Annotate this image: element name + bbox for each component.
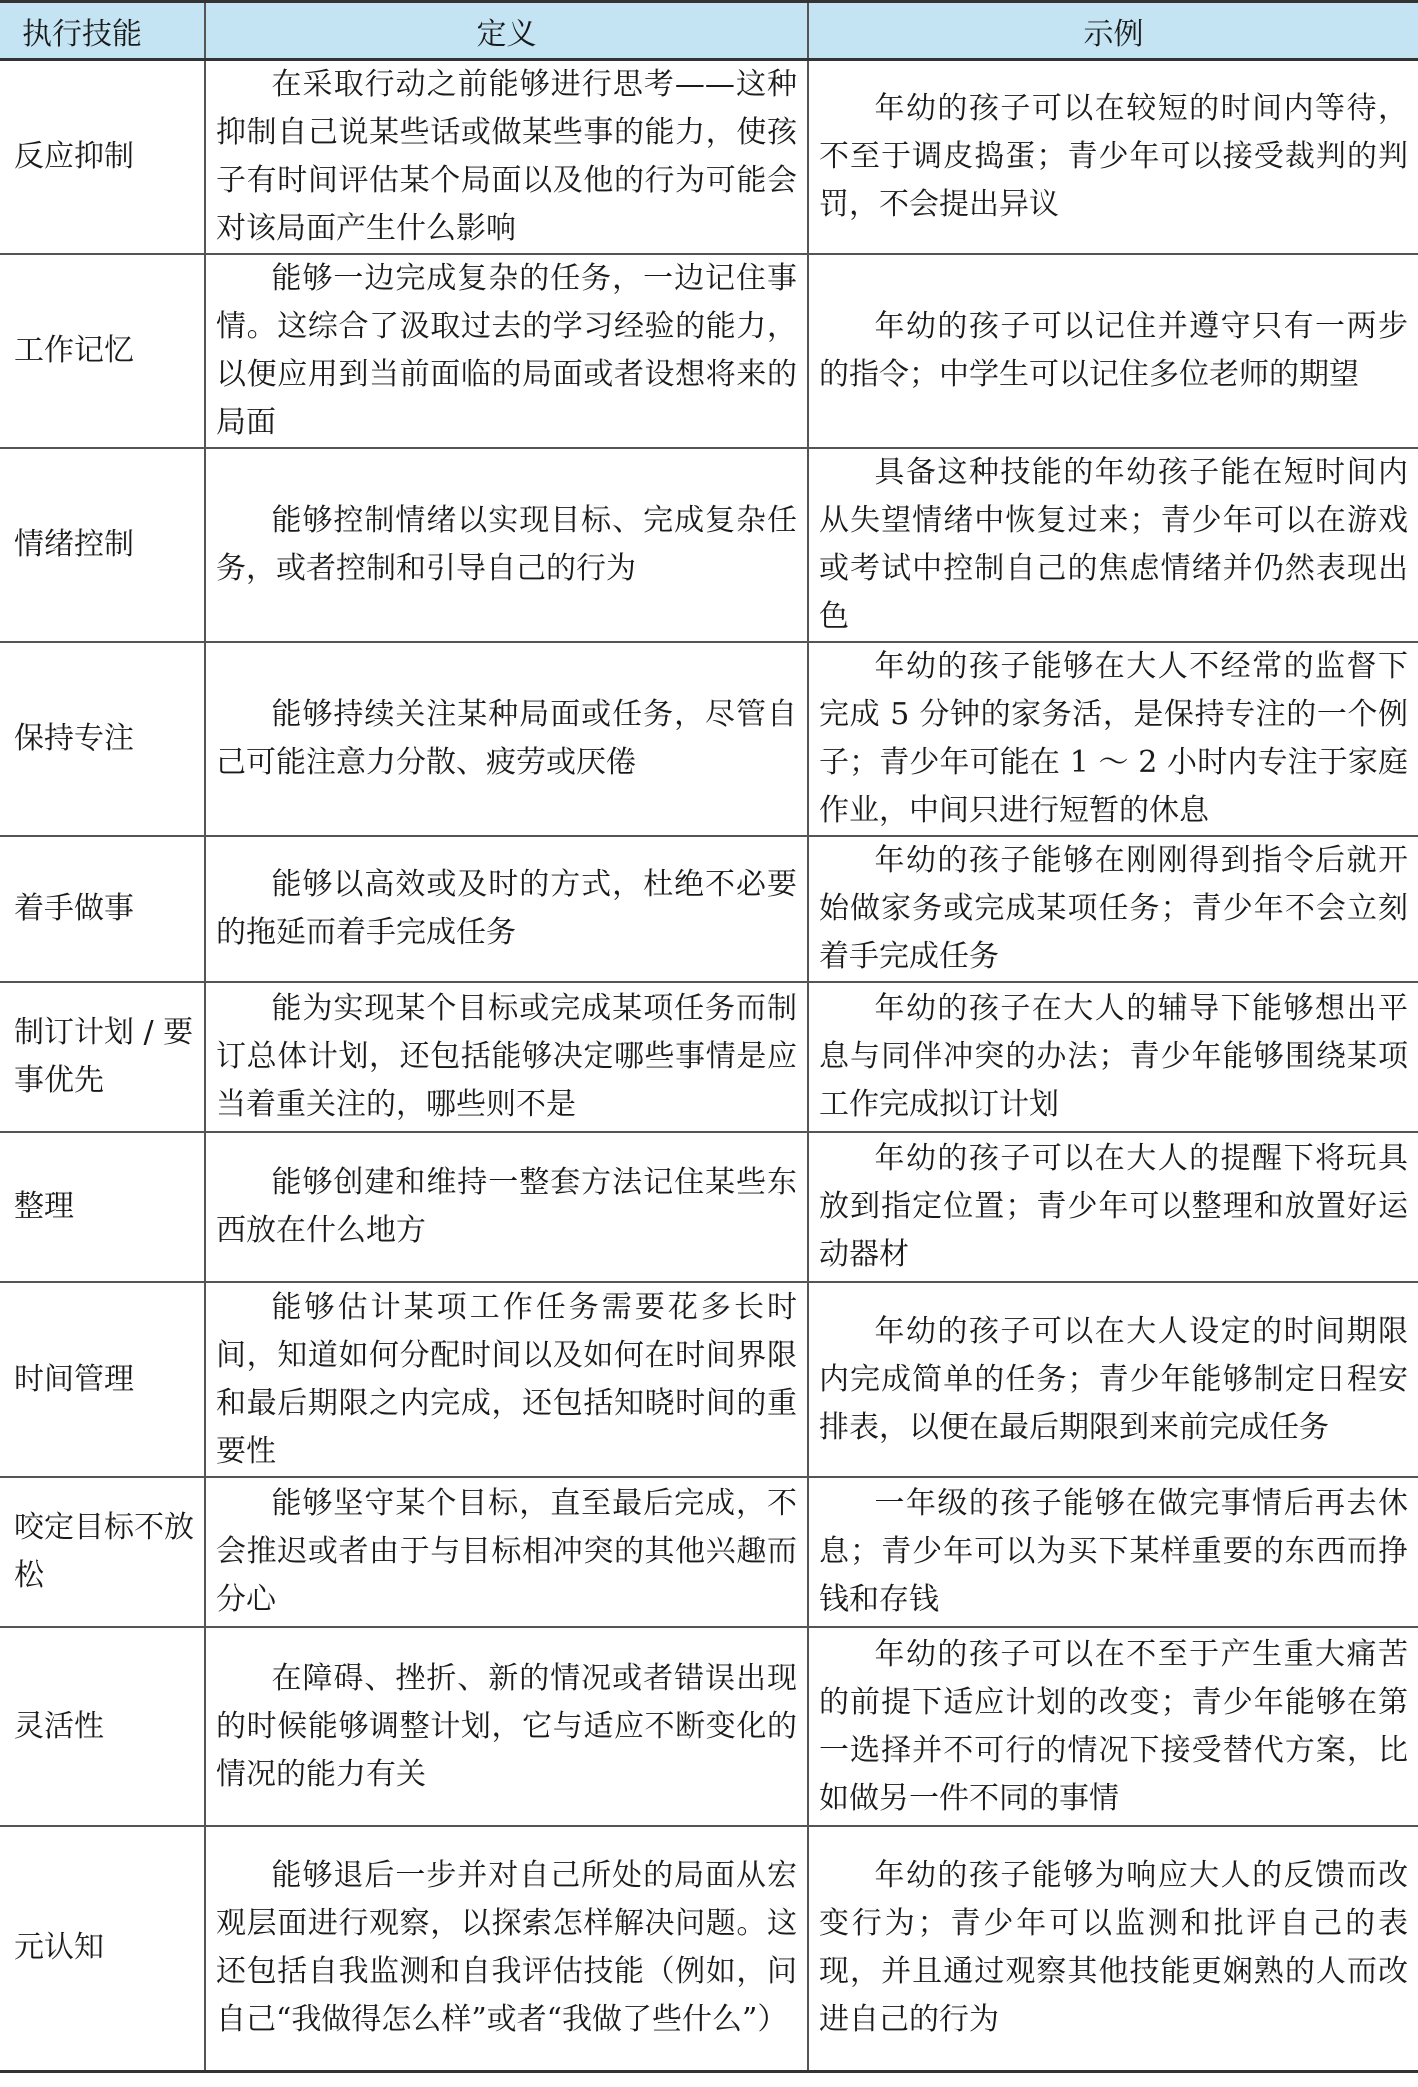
example-text: 年幼的孩子可以在大人设定的时间期限内完成简单的任务；青少年能够制定日程安排表，以便在最后期限到来前完成任务 xyxy=(819,1313,1408,1445)
example-text: 年幼的孩子在大人的辅导下能够想出平息与同伴冲突的办法；青少年能够围绕某项工作完成拟订计划 xyxy=(819,991,1408,1122)
skill-cell: 保持专注 xyxy=(0,642,205,836)
definition-cell xyxy=(205,60,808,255)
example-text: 年幼的孩子可以记住并遵守只有一两步的指令；中学生可以记住多位老师的期望 xyxy=(819,309,1408,392)
example-text: 年幼的孩子能够在刚刚得到指令后就开始做家务或完成某项任务；青少年不会立刻着手完成任务 xyxy=(819,843,1408,974)
example-cell xyxy=(808,254,1418,448)
header-skill: 执行技能 xyxy=(0,2,205,60)
example-text: 年幼的孩子能够为响应大人的反馈而改变行为；青少年可以监测和批评自己的表现，并且通过观察其他技能更娴熟的人而改进自己的行为 xyxy=(819,1858,1408,2038)
definition-text: 能够以高效或及时的方式，杜绝不必要的拖延而着手完成任务 xyxy=(216,867,797,950)
skill-cell: 灵活性 xyxy=(0,1627,205,1826)
definition-cell xyxy=(205,1826,808,2071)
definition-text: 能够坚守某个目标，直至最后完成，不会推迟或者由于与目标相冲突的其他兴趣而分心 xyxy=(216,1486,797,1617)
skill-cell: 制订计划 / 要事优先 xyxy=(0,982,205,1132)
definition-cell xyxy=(205,836,808,982)
header-example: 示例 xyxy=(808,2,1418,60)
table-row xyxy=(0,1826,1418,2071)
example-cell xyxy=(808,836,1418,982)
example-cell xyxy=(808,448,1418,642)
definition-cell xyxy=(205,982,808,1132)
definition-cell xyxy=(205,448,808,642)
definition-text: 能够持续关注某种局面或任务，尽管自己可能注意力分散、疲劳或厌倦 xyxy=(216,697,797,780)
table-row xyxy=(0,254,1418,448)
table-row xyxy=(0,1282,1418,1477)
table-row xyxy=(0,982,1418,1132)
table-row xyxy=(0,1132,1418,1282)
definition-cell xyxy=(205,642,808,836)
example-text: 年幼的孩子可以在较短的时间内等待，不至于调皮捣蛋；青少年可以接受裁判的判罚，不会提出异议 xyxy=(819,91,1408,222)
definition-cell xyxy=(205,254,808,448)
example-text: 年幼的孩子能够在大人不经常的监督下完成 5 分钟的家务活，是保持专注的一个例子；青少年可能在 1 ～ 2 小时内专注于家庭作业，中间只进行短暂的休息 xyxy=(819,649,1408,828)
skill-cell: 整理 xyxy=(0,1132,205,1282)
example-cell xyxy=(808,1826,1418,2071)
skill-cell: 工作记忆 xyxy=(0,254,205,448)
skill-cell: 时间管理 xyxy=(0,1282,205,1477)
example-text: 一年级的孩子能够在做完事情后再去休息；青少年可以为买下某样重要的东西而挣钱和存钱 xyxy=(819,1486,1408,1617)
skill-cell: 元认知 xyxy=(0,1826,205,2071)
definition-cell xyxy=(205,1132,808,1282)
skill-cell: 着手做事 xyxy=(0,836,205,982)
table-header xyxy=(0,2,1418,60)
definition-text: 能够控制情绪以实现目标、完成复杂任务，或者控制和引导自己的行为 xyxy=(216,503,797,586)
table-body xyxy=(0,60,1418,2072)
definition-text: 能够估计某项工作任务需要花多长时间，知道如何分配时间以及如何在时间界限和最后期限之内完成，还包括知晓时间的重要性 xyxy=(216,1289,797,1469)
example-cell xyxy=(808,1477,1418,1627)
example-cell xyxy=(808,60,1418,255)
definition-text: 能够创建和维持一整套方法记住某些东西放在什么地方 xyxy=(216,1165,797,1248)
skill-cell: 情绪控制 xyxy=(0,448,205,642)
example-cell xyxy=(808,1282,1418,1477)
skill-cell: 咬定目标不放松 xyxy=(0,1477,205,1627)
example-text: 年幼的孩子可以在不至于产生重大痛苦的前提下适应计划的改变；青少年能够在第一选择并不可行的情况下接受替代方案，比如做另一件不同的事情 xyxy=(819,1636,1408,1816)
table-row xyxy=(0,836,1418,982)
table-row xyxy=(0,448,1418,642)
header-row xyxy=(0,2,1418,60)
example-cell xyxy=(808,642,1418,836)
definition-text: 能为实现某个目标或完成某项任务而制订总体计划，还包括能够决定哪些事情是应当着重关注的，哪些则不是 xyxy=(216,991,797,1122)
skill-cell: 反应抑制 xyxy=(0,60,205,255)
example-cell xyxy=(808,1627,1418,1826)
example-text: 年幼的孩子可以在大人的提醒下将玩具放到指定位置；青少年可以整理和放置好运动器材 xyxy=(819,1141,1408,1272)
definition-text: 在障碍、挫折、新的情况或者错误出现的时候能够调整计划，它与适应不断变化的情况的能力有关 xyxy=(216,1660,797,1792)
example-cell xyxy=(808,1132,1418,1282)
definition-text: 能够退后一步并对自己所处的局面从宏观层面进行观察，以探索怎样解决问题。这还包括自我监测和自我评估技能（例如，问自己“我做得怎么样”或者“我做了些什么”） xyxy=(216,1858,797,2038)
definition-text: 能够一边完成复杂的任务，一边记住事情。这综合了汲取过去的学习经验的能力，以便应用到当前面临的局面或者设想将来的局面 xyxy=(216,261,797,440)
definition-cell xyxy=(205,1477,808,1627)
example-text: 具备这种技能的年幼孩子能在短时间内从失望情绪中恢复过来；青少年可以在游戏或考试中控制自己的焦虑情绪并仍然表现出色 xyxy=(819,455,1408,634)
definition-cell xyxy=(205,1282,808,1477)
definition-cell xyxy=(205,1627,808,1826)
table-row xyxy=(0,60,1418,255)
table-row xyxy=(0,642,1418,836)
table-row xyxy=(0,1627,1418,1826)
definition-text: 在采取行动之前能够进行思考——这种抑制自己说某些话或做某些事的能力，使孩子有时间评估某个局面以及他的行为可能会对该局面产生什么影响 xyxy=(216,67,797,246)
table-row xyxy=(0,1477,1418,1627)
example-cell xyxy=(808,982,1418,1132)
header-definition: 定义 xyxy=(205,2,808,60)
